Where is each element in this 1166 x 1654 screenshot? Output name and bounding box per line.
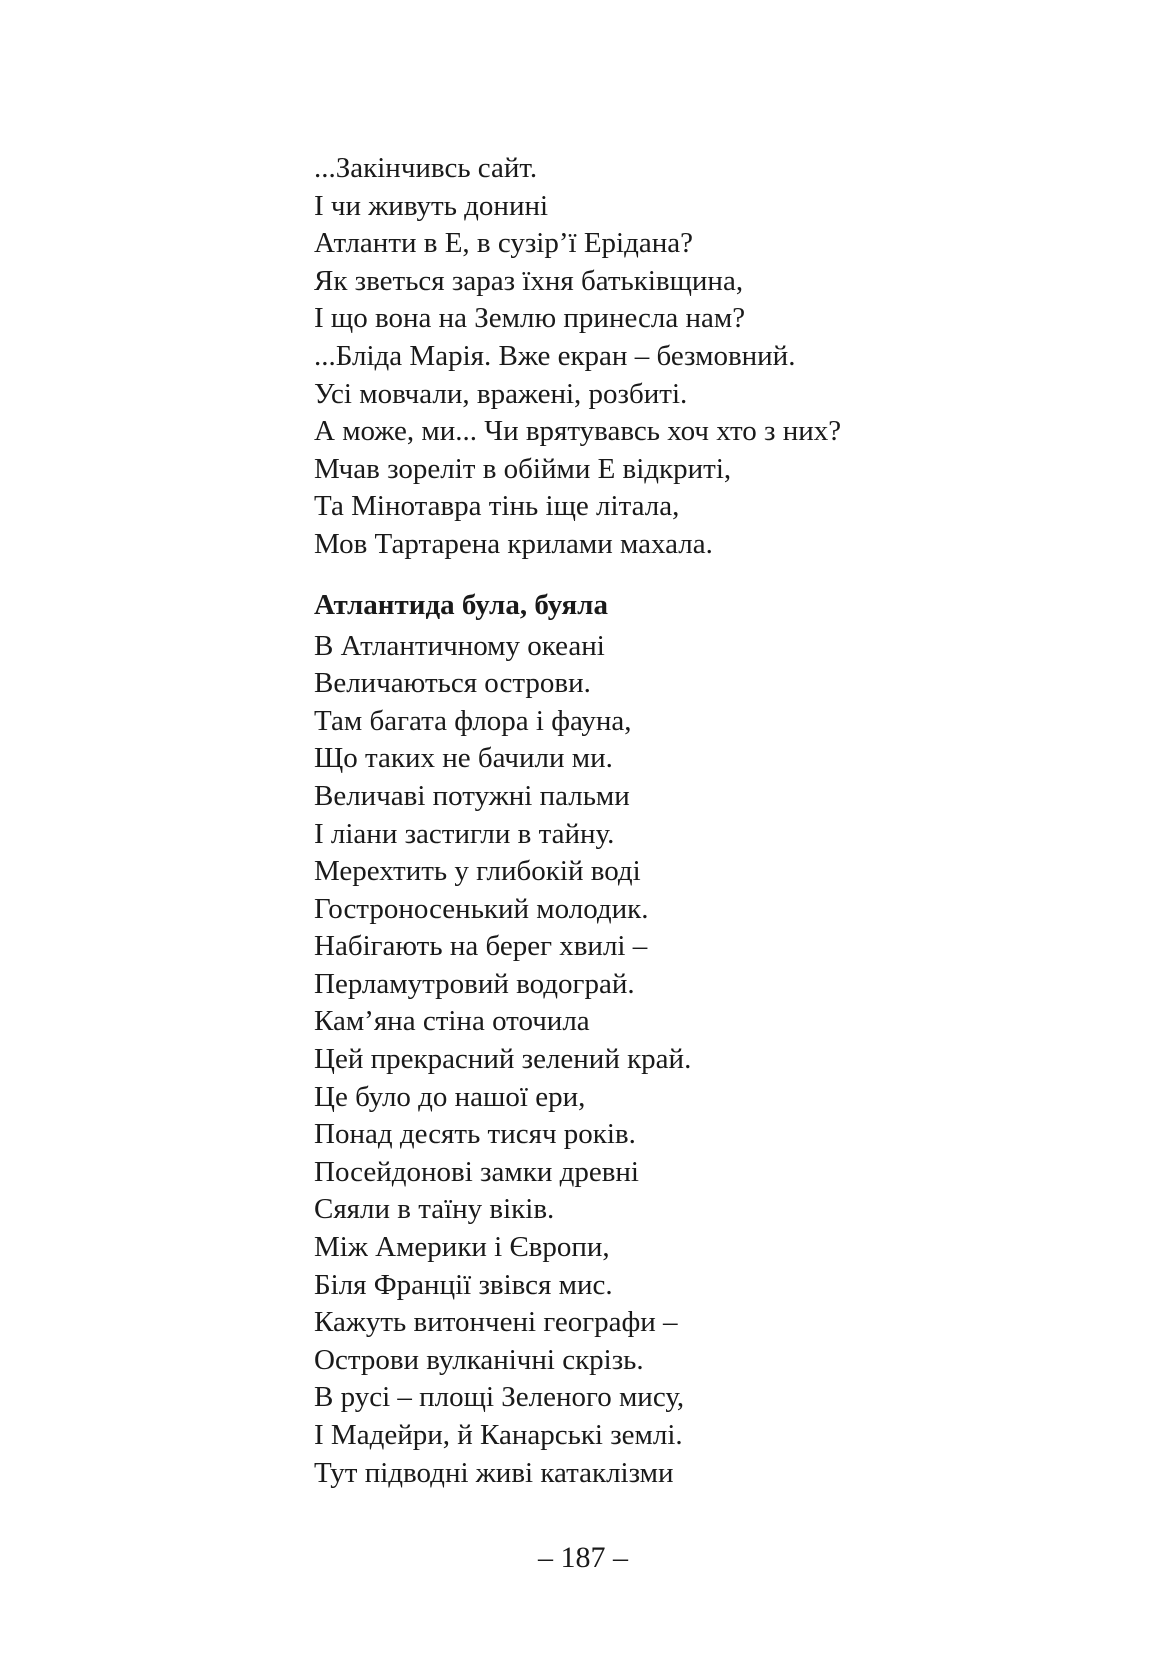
poem-line: ...Бліда Марія. Вже екран – безмовний. [314,339,796,372]
poem-line: Острови вулканічні скрізь. [314,1343,644,1376]
poem-line: Цей прекрасний зелений край. [314,1043,692,1076]
poem-line: В русі – площі Зеленого мису, [314,1381,685,1414]
poem-line: Посейдонові замки древні [314,1155,639,1188]
poem-line: Кам’яна стіна оточила [314,1005,590,1038]
poem-line: Набігають на берег хвилі – [314,930,648,963]
poem-line: Понад десять тисяч років. [314,1118,636,1151]
poem-line: Це було до нашої ери, [314,1080,586,1113]
poem-line: Гостроносенький молодик. [314,892,649,925]
poem-line: Величаються острови. [314,667,591,700]
poem-stanza-atlantis [314,628,1034,1493]
poem-line: В Атлантичному океані [314,629,605,662]
poem-line: Усі мовчали, вражені, розбиті. [314,377,688,410]
poem-line: Що таких не бачили ми. [314,742,613,775]
poem-title: Атлантида була, буяла [314,588,608,621]
poem-line: Перламутровий водограй. [314,967,635,1000]
poem-line: А може, ми... Чи врятувавсь хоч хто з них? [314,415,842,448]
poem-line: Мерехтить у глибокій воді [314,855,641,888]
poem-line: І Мадейри, й Канарські землі. [314,1419,683,1451]
poem-line: ...Закінчивсь сайт. [314,152,538,184]
poem-line: Як зветься зараз їхня батьківщина, [314,264,744,297]
poem-line: Атланти в Е, в сузір’ї Ерідана? [314,227,693,260]
poem-line: Величаві потужні пальми [314,779,630,812]
poem-stanza-ending [314,150,1034,564]
poem-line: Сяяли в таїну віків. [314,1193,555,1226]
poem-line: Тут підводні живі катаклізми [314,1456,674,1489]
poem-line: І ліани застигли в тайну. [314,817,615,850]
poem-line: Біля Франції звівся мис. [314,1268,613,1301]
poem-line: Між Америки і Європи, [314,1231,610,1264]
poem-line: І чи живуть донині [314,189,549,222]
page-body [314,150,1034,1492]
poem-line: І що вона на Землю принесла нам? [314,302,746,335]
page-number: – 187 – [538,1541,628,1574]
poem-line: Мчав зореліт в обійми Е відкриті, [314,452,732,485]
poem-line: Мов Тартарена крилами махала. [314,527,713,560]
poem-line: Кажуть витончені географи – [314,1306,678,1339]
poem-line: Та Мінотавра тінь іще літала, [314,490,680,523]
poem-line: Там багата флора і фауна, [314,704,632,737]
